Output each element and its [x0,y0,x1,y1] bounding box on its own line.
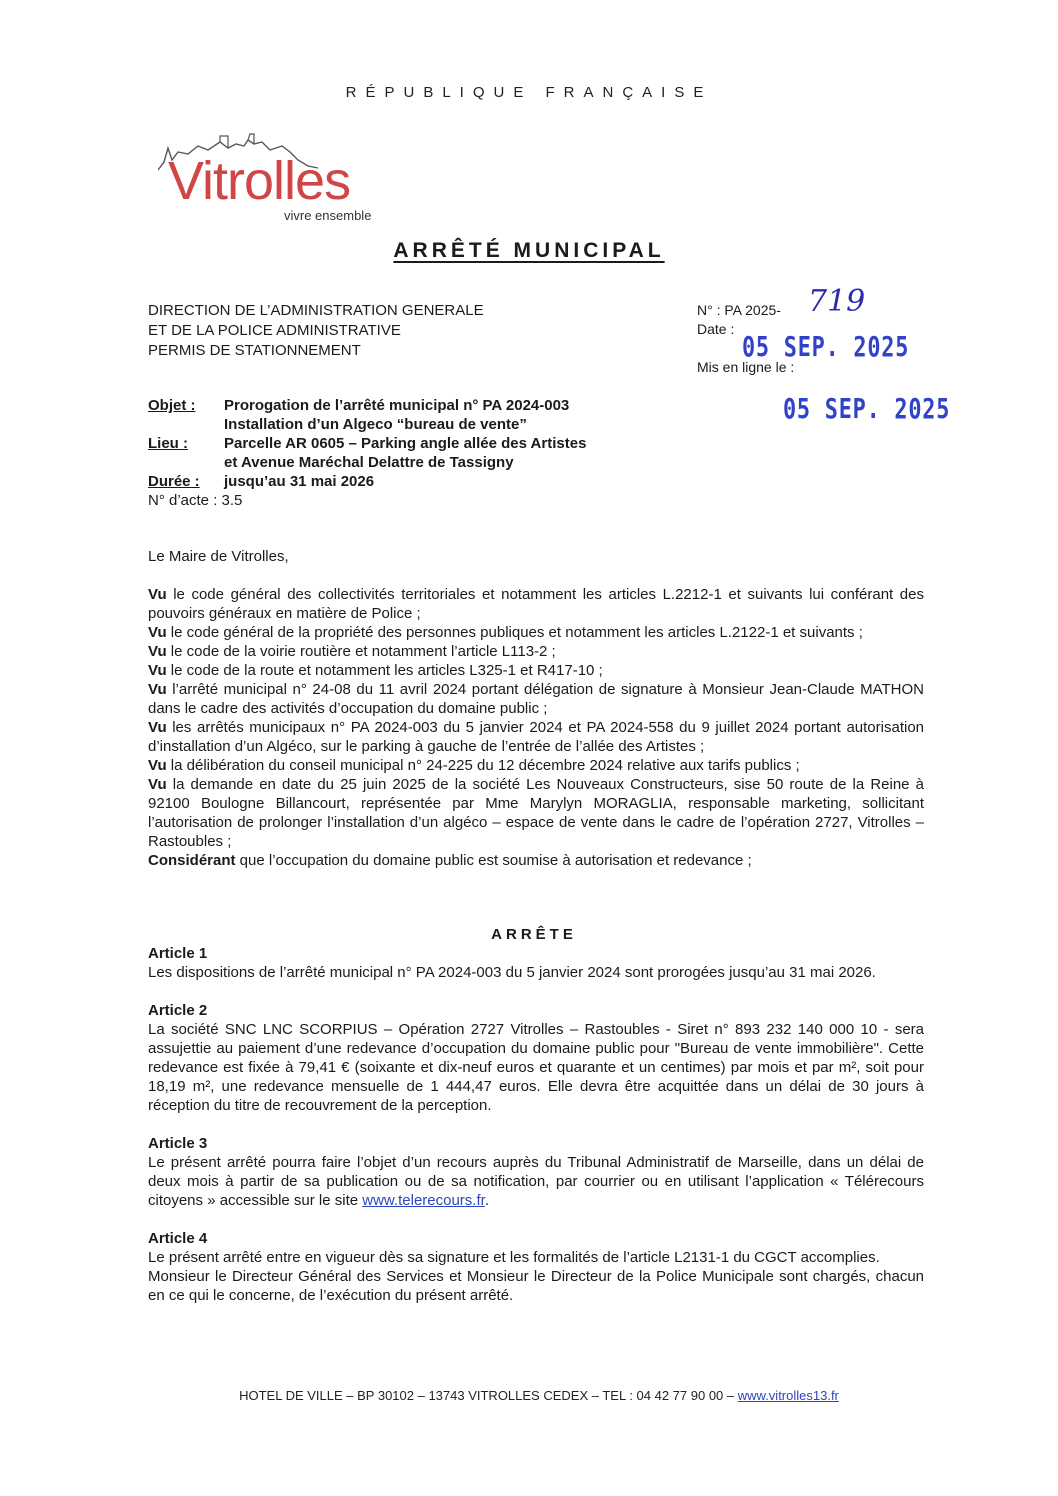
department-line: PERMIS DE STATIONNEMENT [148,342,361,359]
document-title: ARRÊTÉ MUNICIPAL [393,239,665,262]
considerants-block [148,585,924,870]
article-text: Le présent arrêté pourra faire l’objet d’un recours auprès du Tribunal Administratif de Marseille, dans un délai de deux mois à partir de sa publication ou de sa notification, par courrier ou en utilisant l’application « Télérecours citoyens » accessible sur le site www.telerecours.fr. [148,1154,924,1209]
lieu-label: Lieu : [148,435,188,452]
telerecours-link[interactable]: www.telerecours.fr [362,1192,485,1209]
department-line: DIRECTION DE L’ADMINISTRATION GENERALE [148,302,484,319]
date-label: Date : [697,321,735,337]
objet-line-1: Prorogation de l’arrêté municipal n° PA 2024-003 [224,397,570,414]
logo-tagline: vivre ensemble [284,208,372,223]
vitrolles-logo [158,132,408,227]
duree-label: Durée : [148,473,200,490]
republique-francaise-heading: RÉPUBLIQUE FRANÇAISE [345,84,713,101]
considerant: Vu le code général de la propriété des personnes publiques et notamment les articles L.2122-1 et suivants ; [148,624,863,641]
handwritten-number: 719 [808,284,866,319]
date-stamp: 05 SEP. 2025 [742,330,910,363]
duree-value: jusqu’au 31 mai 2026 [224,473,375,490]
lieu-line-1: Parcelle AR 0605 – Parking angle allée des Artistes [224,435,587,452]
article-text: Monsieur le Directeur Général des Services et Monsieur le Directeur de la Police Municipale sont chargés, chacun en ce qui le concerne, de l’exécution du présent arrêté. [148,1268,924,1304]
department-line: ET DE LA POLICE ADMINISTRATIVE [148,322,401,339]
article-text: Le présent arrêté entre en vigueur dès sa signature et les formalités de l’article L2131-1 du CGCT accomplies. [148,1249,880,1266]
acte-number: N° d’acte : 3.5 [148,492,243,509]
considerant: Vu le code de la voirie routière et notamment l’article L113-2 ; [148,643,556,660]
considerant: Vu la délibération du conseil municipal n° 24-225 du 12 décembre 2024 relative aux tarifs publics ; [148,757,800,774]
online-date-stamp: 05 SEP. 2025 [783,392,951,425]
logo-wordmark: Vitrolles [168,151,351,211]
maire-intro: Le Maire de Vitrolles, [148,548,289,565]
considerant: Vu le code de la route et notamment les articles L325-1 et R417-10 ; [148,662,603,679]
lieu-line-2: et Avenue Maréchal Delattre de Tassigny [224,454,514,471]
considerant: Vu l’arrêté municipal n° 24-08 du 11 avril 2024 portant délégation de signature à Monsieur Jean-Claude MATHON dans le cadre des activités d’occupation du domaine public ; [148,681,924,717]
considerant: Vu le code général des collectivités territoriales et notamment les articles L.2212-1 et suivants lui conférant des pouvoirs généraux en matière de Police ; [148,586,924,622]
objet-line-2: Installation d’un Algeco “bureau de vente” [224,416,527,433]
article-title: Article 1 [148,945,208,962]
article-title: Article 3 [148,1135,208,1152]
article-text: La société SNC LNC SCORPIUS – Opération 2727 Vitrolles – Rastoubles - Siret n° 893 232 140 000 10 - sera assujettie au paiement d’une redevance d’occupation du domaine public pour "Bureau de vente immobilière". Cette redevance est fixée à 79,41 € (soixante et dix-neuf euros et quarante et un centimes) par mois et par m², soit pour 18,19 m², une redevance mensuelle de 1 444,47 euros. Elle devra être acquittée dans un délai de 30 jours à réception du titre de recouvrement de la perception. [148,1021,924,1114]
considerant: Vu les arrêtés municipaux n° PA 2024-003 du 5 janvier 2024 et PA 2024-558 du 9 juillet 2024 portant autorisation d’installation d’un Algéco, sur le parking à gauche de l’entrée de l’allée des Artistes ; [148,719,924,755]
articles-block [148,944,924,1305]
objet-label: Objet : [148,397,196,414]
arrete-heading: ARRÊTE [491,926,577,943]
footer [0,1388,1058,1403]
website-link[interactable]: www.vitrolles13.fr [737,1388,839,1403]
subject-block [148,396,586,510]
article-text: Les dispositions de l’arrêté municipal n° PA 2024-003 du 5 janvier 2024 sont prorogées jusqu’au 31 mai 2026. [148,964,876,981]
article-title: Article 4 [148,1230,208,1247]
considerant: Vu la demande en date du 25 juin 2025 de la société Les Nouveaux Constructeurs, sise 50 route de la Reine à 92100 Boulogne Billancourt, représentée par Mme Marylyn MORAGLIA, responsable marketing, sollicitant l’autorisation de prolonger l’installation d’un algéco – espace de vente dans le cadre de l’opération 2727, Vitrolles – Rastoubles ; [148,776,924,850]
considerant: Considérant que l’occupation du domaine public est soumise à autorisation et redevance ; [148,852,752,869]
department-block [148,301,484,361]
article-title: Article 2 [148,1002,208,1019]
footer-address: HOTEL DE VILLE – BP 30102 – 13743 VITROLLES CEDEX – TEL : 04 42 77 90 00 – [239,1388,738,1403]
number-label: N° : PA 2025- [697,302,781,318]
online-label: Mis en ligne le : [697,359,795,375]
